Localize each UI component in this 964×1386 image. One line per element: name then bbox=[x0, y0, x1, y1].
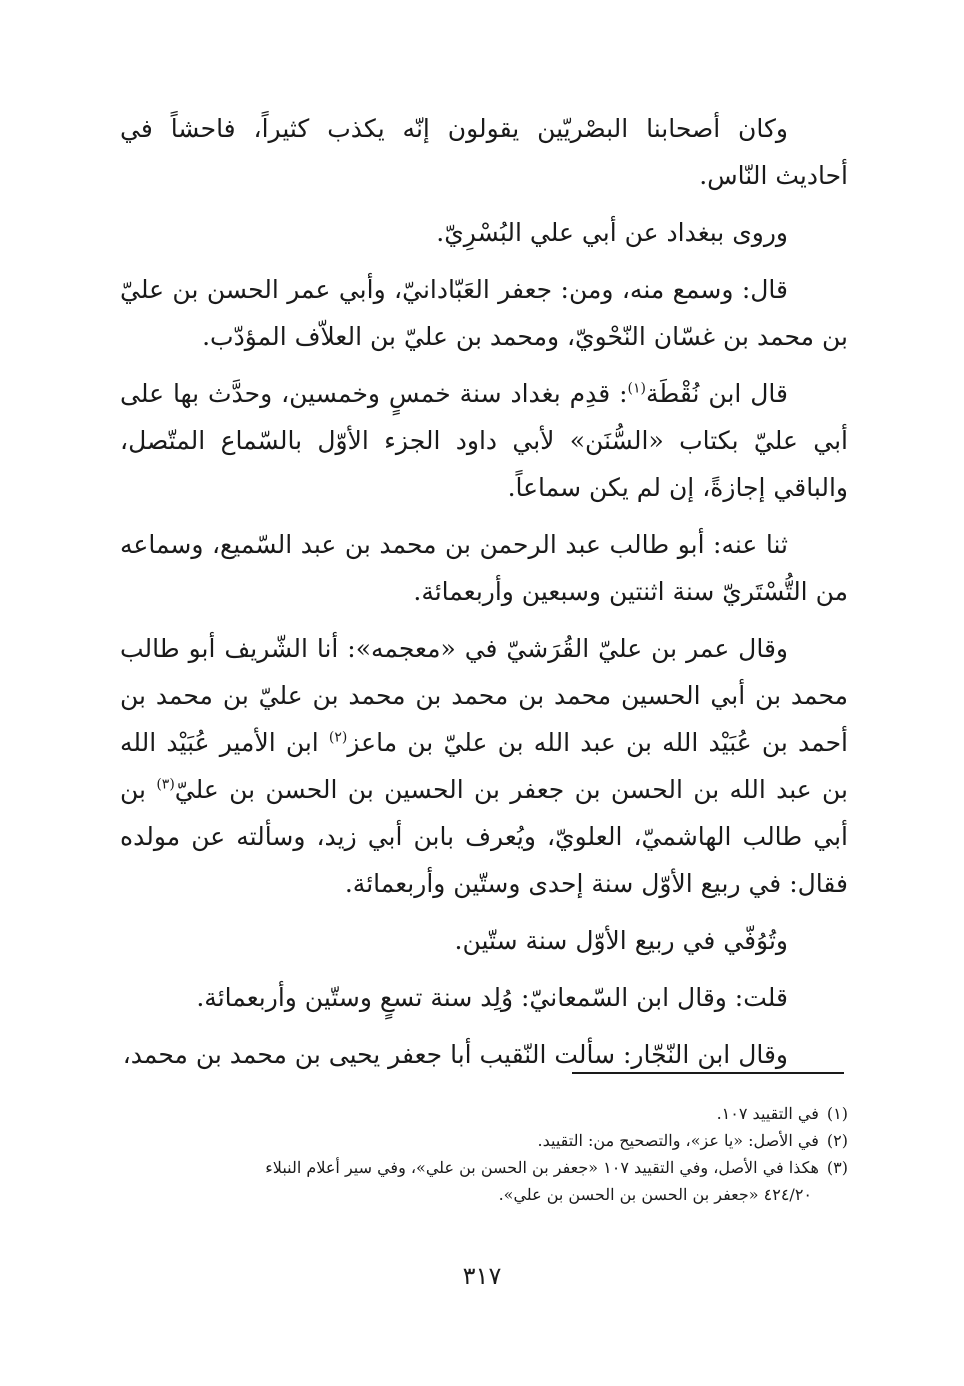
footnote-ref: (٢) bbox=[328, 729, 348, 746]
paragraph: وكان أصحابنا البصْريّين يقولون إنّه يكذب كثيراً، فاحشاً في أحاديث النّاس. bbox=[120, 114, 848, 190]
text-segment: قال ابن نُقْطَة bbox=[645, 379, 788, 408]
footnotes bbox=[115, 1100, 848, 1208]
paragraph bbox=[120, 625, 848, 907]
footnote bbox=[115, 1100, 848, 1127]
footnote-ref: (١) bbox=[627, 380, 646, 397]
footnote-number: (٣) bbox=[826, 1158, 848, 1177]
paragraph: قلت: وقال ابن السّمعانيّ: وُلِد سنة تسعٍ وستّين وأربعمائة. bbox=[196, 983, 788, 1012]
paragraph: قال: وسمع منه، ومن: جعفر العَبّادانيّ، وأبي عمر الحسن بن عليّ بن محمد بن غسّان النّحْويّ، ومحمد بن عليّ بن العلاّف المؤدّب. bbox=[120, 275, 848, 351]
paragraph bbox=[120, 370, 848, 511]
text-segment: بن أبي طالب الهاشميّ، العلويّ، ويُعرف بابن أبي زيد، وسألته عن مولده فقال: في ربيع الأوّل سنة إحدى وستّين وأربعمائة. bbox=[120, 775, 848, 898]
text-segment: : قدِم بغداد سنة خمسٍ وخمسين، وحدَّث بها على أبي عليّ بكتاب «السُّنَن» لأبي داود الجزء الأوّل بالسّماع المتّصل، والباقي إجازةً، إن لم يكن سماعاً. bbox=[120, 379, 848, 502]
paragraph: وتُوُفّي في ربيع الأوّل سنة ستّين. bbox=[454, 926, 788, 955]
text-segment: ابن الأمير عُبَيْد الله بن عبد الله بن الحسن بن جعفر بن الحسين بن الحسن بن عليّ bbox=[120, 728, 848, 804]
main-text bbox=[120, 105, 848, 1088]
footnote-text: في الأصل: «يا عز»، والتصحيح من: التقييد. bbox=[537, 1131, 819, 1150]
paragraph: وقال ابن النّجّار: سألت النّقيب أبا جعفر يحيى بن محمد بن محمد، bbox=[122, 1040, 788, 1069]
footnote-number: (١) bbox=[826, 1104, 848, 1123]
footnote-continuation: ٤٢٤/٢٠ «جعفر بن الحسن بن الحسن بن علي». bbox=[498, 1185, 812, 1204]
paragraph: ثنا عنه: أبو طالب عبد الرحمن بن محمد بن عبد السّميع، وسماعه من التُّسْتَريّ سنة اثنتين وسبعين وأربعمائة. bbox=[120, 530, 848, 606]
footnote bbox=[115, 1154, 848, 1181]
paragraph: وروى ببغداد عن أبي علي البُسْرِيّ. bbox=[436, 218, 788, 247]
text-segment: وقال عمر بن عليّ القُرَشيّ في «معجمه»: أنا الشّريف أبو طالب محمد بن أبي الحسين محمد بن محمد بن محمد بن عليّ بن محمد بن أحمد بن عُبَيْد الله بن عبد الله بن عليّ بن ماعز bbox=[120, 634, 848, 757]
footnote-number: (٢) bbox=[826, 1131, 848, 1150]
footnote-divider bbox=[572, 1072, 844, 1074]
footnote-text: هكذا في الأصل، وفي التقييد ١٠٧ «جعفر بن الحسن بن علي»، وفي سير أعلام النبلاء bbox=[265, 1158, 819, 1177]
page-number: ٣١٧ bbox=[462, 1262, 502, 1290]
footnote-text: في التقييد ١٠٧. bbox=[716, 1104, 819, 1123]
footnote-ref: (٣) bbox=[156, 776, 175, 793]
footnote bbox=[115, 1127, 848, 1154]
